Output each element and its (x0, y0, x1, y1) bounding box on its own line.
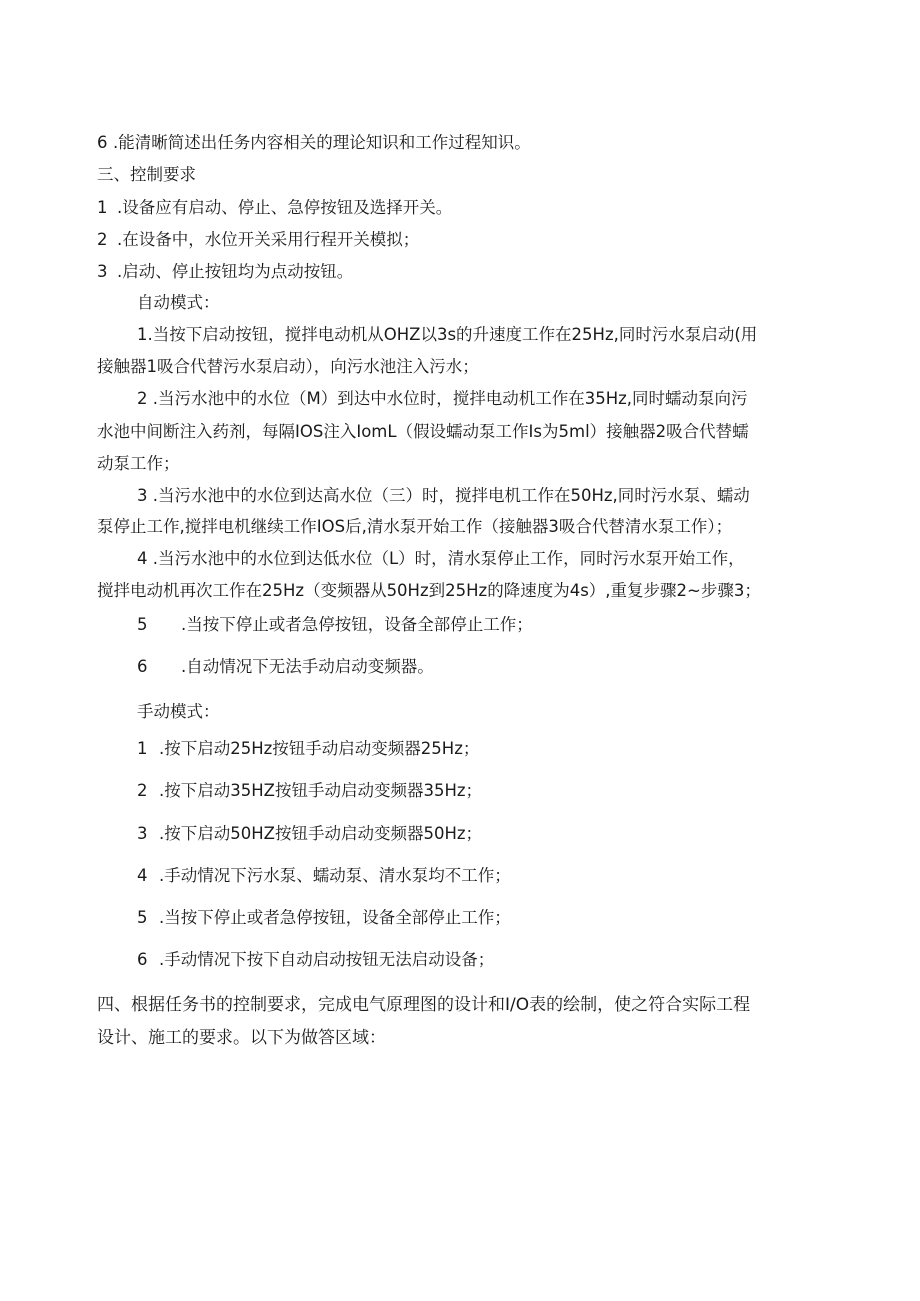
item-text: .设备应有启动、停止、急停按钮及选择开关。 (117, 198, 453, 217)
auto-item-2-line-3: 动泵工作； (97, 454, 180, 473)
objective-item-6 (97, 132, 531, 154)
item-text: .能清晰简述出任务内容相关的理论知识和工作过程知识。 (113, 133, 531, 152)
item-number: 3 (97, 262, 108, 281)
item-text: .启动、停止按钮均为点动按钮。 (117, 262, 354, 281)
control-item-3 (97, 261, 353, 283)
manual-item-3 (137, 823, 482, 845)
item-number: 5 (137, 908, 148, 927)
item-number: 4 (137, 866, 148, 885)
manual-item-4 (137, 865, 511, 887)
auto-item-3-line-1: 3 .当污水池中的水位到达高水位（三）时，搅拌电机工作在50Hz,同时污水泵、蠕动 (137, 486, 750, 505)
manual-mode-heading: 手动模式： (137, 702, 220, 721)
manual-item-6 (137, 949, 494, 971)
item-text: .按下启动25Hz按钮手动启动变频器25Hz； (159, 739, 480, 758)
auto-item-2-line-1: 2 .当污水池中的水位（M）到达中水位时，搅拌电动机工作在35Hz,同时蠕动泵向污 (137, 389, 748, 408)
item-number: 6 (137, 657, 148, 676)
auto-mode-heading: 自动模式： (137, 293, 220, 312)
item-number: 6 (137, 950, 148, 969)
item-text: .自动情况下无法手动启动变频器。 (181, 657, 434, 676)
item-text: .按下启动50HZ按钮手动启动变频器50Hz； (159, 824, 483, 843)
manual-item-2 (137, 780, 482, 802)
auto-item-3-line-2: 泵停止工作,搅拌电机继续工作IOS后,清水泵开始工作（接触器3吸合代替清水泵工作）； (97, 517, 733, 536)
item-number: 1 (137, 739, 148, 758)
auto-item-5 (137, 614, 533, 636)
section-4-line-2: 设计、施工的要求。以下为做答区域： (97, 1028, 386, 1048)
control-item-1 (97, 197, 452, 219)
item-number: 1 (97, 198, 108, 217)
item-text: .手动情况下污水泵、蠕动泵、清水泵均不工作； (159, 866, 511, 885)
auto-item-4-line-1: 4 .当污水池中的水位到达低水位（L）时，清水泵停止工作，同时污水泵开始工作， (137, 549, 745, 568)
auto-item-1-line-2: 接触器1吸合代替污水泵启动），向污水池注入污水； (97, 357, 479, 376)
section-3-heading: 三、控制要求 (97, 165, 196, 184)
auto-item-4-line-2: 搅拌电动机再次工作在25Hz（变频器从50Hz到25Hz的降速度为4s）,重复步骤2~步骤3； (97, 581, 761, 600)
item-text: .在设备中，水位开关采用行程开关模拟； (117, 230, 420, 249)
item-text: .按下启动35HZ按钮手动启动变频器35Hz； (159, 781, 483, 800)
item-number: 3 (137, 824, 148, 843)
item-number: 6 (97, 133, 108, 152)
auto-item-6 (137, 656, 434, 678)
auto-item-2-line-2: 水池中间断注入药剂，每隔IOS注入IomL（假设蠕动泵工作Is为5ml）接触器2吸合代替蠕 (97, 422, 749, 441)
item-number: 5 (137, 615, 148, 634)
item-number: 2 (97, 230, 108, 249)
manual-item-1 (137, 738, 479, 760)
item-text: .手动情况下按下自动启动按钮无法启动设备； (159, 950, 495, 969)
manual-item-5 (137, 907, 511, 929)
item-text: .当按下停止或者急停按钮，设备全部停止工作； (181, 615, 533, 634)
control-item-2 (97, 229, 419, 251)
item-text: .当按下停止或者急停按钮，设备全部停止工作； (159, 908, 511, 927)
section-4-line-1: 四、根据任务书的控制要求，完成电气原理图的设计和I/O表的绘制，使之符合实际工程 (97, 995, 751, 1015)
auto-item-1-line-1: 1.当按下启动按钮，搅拌电动机从OHZ以3s的升速度工作在25Hz,同时污水泵启动(用 (137, 325, 758, 344)
item-number: 2 (137, 781, 148, 800)
